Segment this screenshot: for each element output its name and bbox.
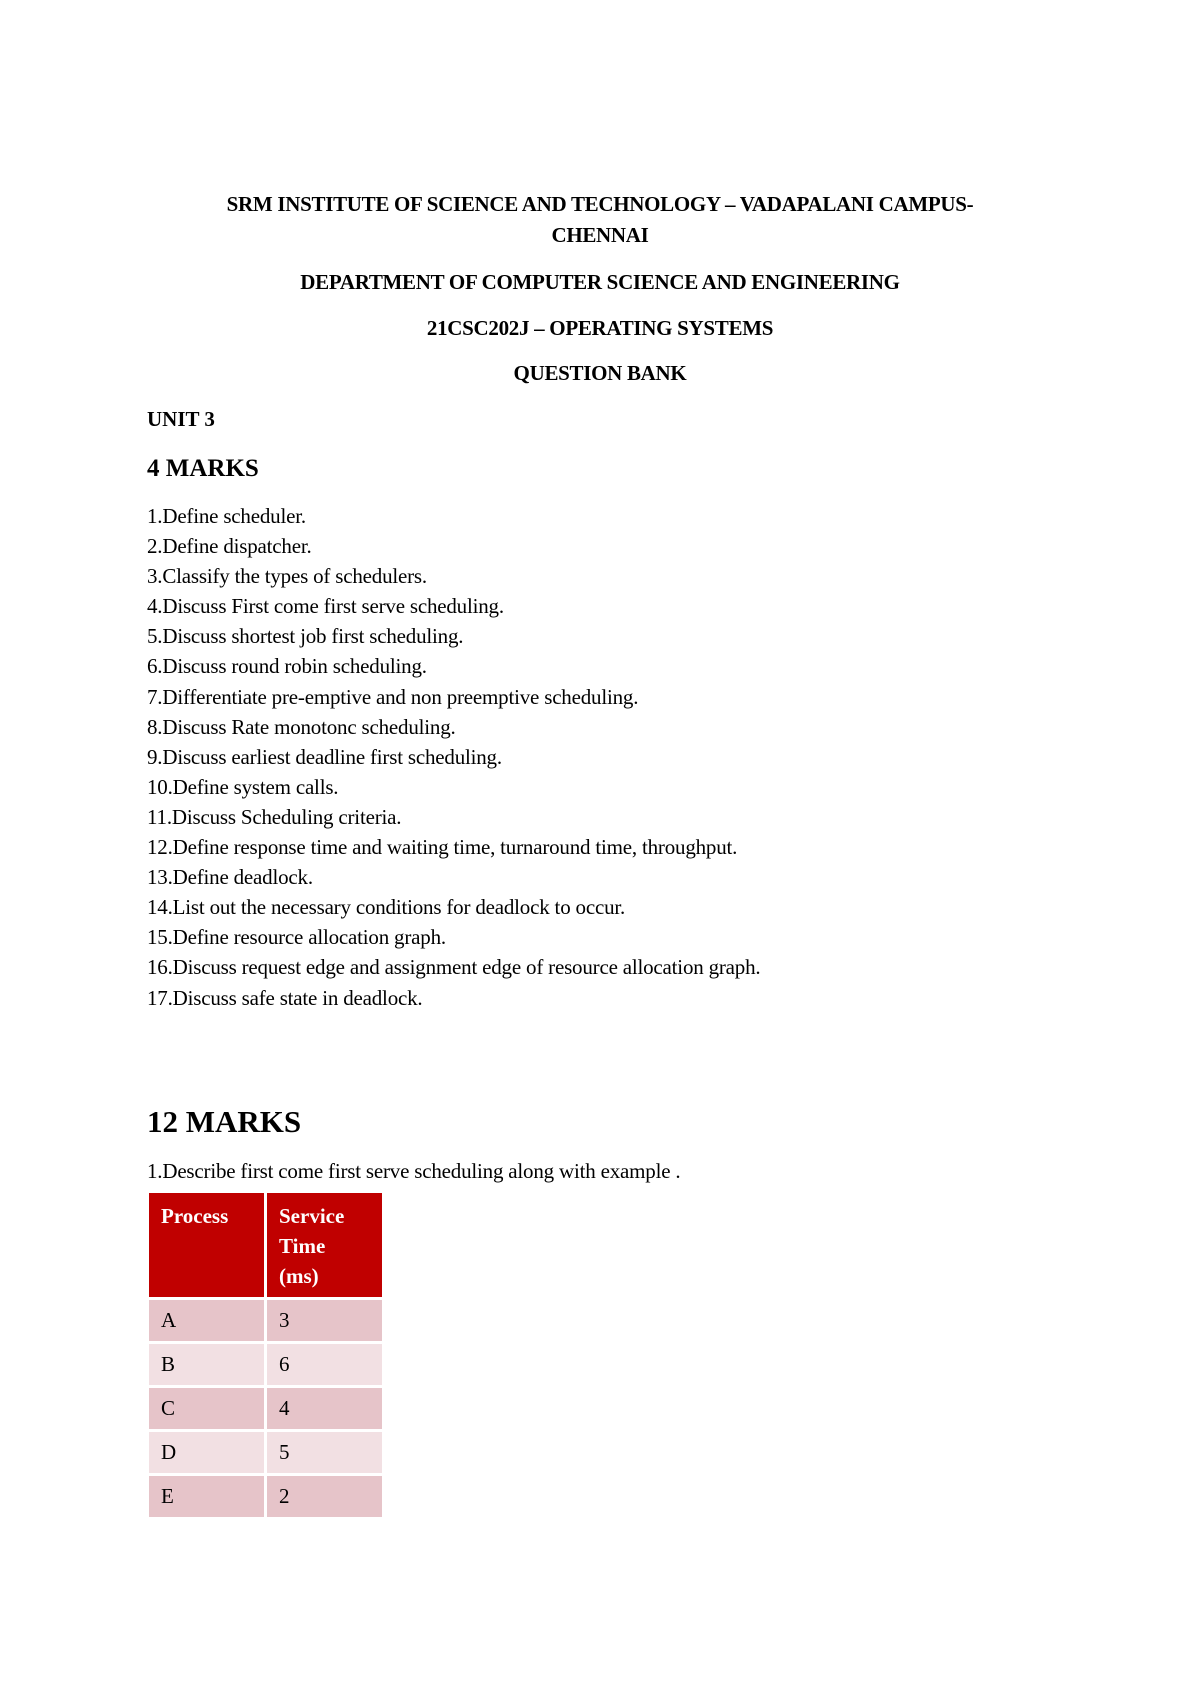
question-item: 6.Discuss round robin scheduling. bbox=[147, 654, 427, 679]
question-item: 7.Differentiate pre-emptive and non preemptive scheduling. bbox=[147, 684, 639, 709]
process-service-time-table bbox=[146, 1190, 385, 1520]
four-marks-heading: 4 MARKS bbox=[147, 455, 259, 482]
table-row bbox=[149, 1432, 382, 1473]
question-item: 2.Define dispatcher. bbox=[147, 534, 312, 559]
question-item: 11.Discuss Scheduling criteria. bbox=[147, 804, 402, 829]
process-cell: D bbox=[149, 1432, 264, 1473]
institution-title-line1: SRM INSTITUTE OF SCIENCE AND TECHNOLOGY – VADAPALANI CAMPUS- bbox=[226, 192, 974, 216]
table-row bbox=[149, 1300, 382, 1341]
service-time-cell: 2 bbox=[267, 1476, 382, 1517]
four-marks-question-list bbox=[147, 501, 760, 1013]
process-column-header: Process bbox=[149, 1193, 264, 1297]
table-row bbox=[149, 1344, 382, 1385]
table-row bbox=[149, 1388, 382, 1429]
service-time-cell: 5 bbox=[267, 1432, 382, 1473]
question-item: 8.Discuss Rate monotonc scheduling. bbox=[147, 714, 456, 739]
process-cell: B bbox=[149, 1344, 264, 1385]
document-type-title: QUESTION BANK bbox=[513, 361, 687, 385]
service-time-cell: 6 bbox=[267, 1344, 382, 1385]
question-item: 4.Discuss First come first serve scheduling. bbox=[147, 594, 504, 619]
service-time-header-line: Time bbox=[279, 1234, 326, 1258]
question-item: 16.Discuss request edge and assignment edge of resource allocation graph. bbox=[147, 955, 761, 980]
question-item: 1.Define scheduler. bbox=[147, 504, 306, 528]
question-item: 12.Define response time and waiting time, turnaround time, throughput. bbox=[147, 835, 738, 860]
table-header-row bbox=[149, 1193, 382, 1297]
department-title: DEPARTMENT OF COMPUTER SCIENCE AND ENGINEERING bbox=[300, 270, 900, 294]
twelve-marks-question: 1.Describe first come first serve scheduling along with example . bbox=[147, 1159, 681, 1183]
service-time-header-line: Service bbox=[279, 1204, 345, 1228]
process-cell: A bbox=[149, 1300, 264, 1341]
question-item: 9.Discuss earliest deadline first scheduling. bbox=[147, 744, 502, 769]
unit-label: UNIT 3 bbox=[147, 407, 215, 431]
service-time-cell: 3 bbox=[267, 1300, 382, 1341]
institution-title bbox=[145, 189, 1055, 251]
institution-title-line2: CHENNAI bbox=[551, 223, 649, 247]
table-row bbox=[149, 1476, 382, 1517]
question-item: 13.Define deadlock. bbox=[147, 865, 313, 890]
twelve-marks-heading: 12 MARKS bbox=[147, 1104, 302, 1139]
service-time-cell: 4 bbox=[267, 1388, 382, 1429]
question-item: 3.Classify the types of schedulers. bbox=[147, 564, 427, 589]
question-item: 14.List out the necessary conditions for deadlock to occur. bbox=[147, 895, 626, 920]
process-cell: E bbox=[149, 1476, 264, 1517]
service-time-column-header bbox=[267, 1193, 382, 1297]
question-item: 5.Discuss shortest job first scheduling. bbox=[147, 624, 464, 649]
course-title: 21CSC202J – OPERATING SYSTEMS bbox=[426, 316, 774, 340]
process-cell: C bbox=[149, 1388, 264, 1429]
question-item: 17.Discuss safe state in deadlock. bbox=[147, 985, 423, 1010]
question-item: 10.Define system calls. bbox=[147, 774, 339, 799]
service-time-header-line: (ms) bbox=[279, 1264, 319, 1288]
question-item: 15.Define resource allocation graph. bbox=[147, 925, 446, 950]
